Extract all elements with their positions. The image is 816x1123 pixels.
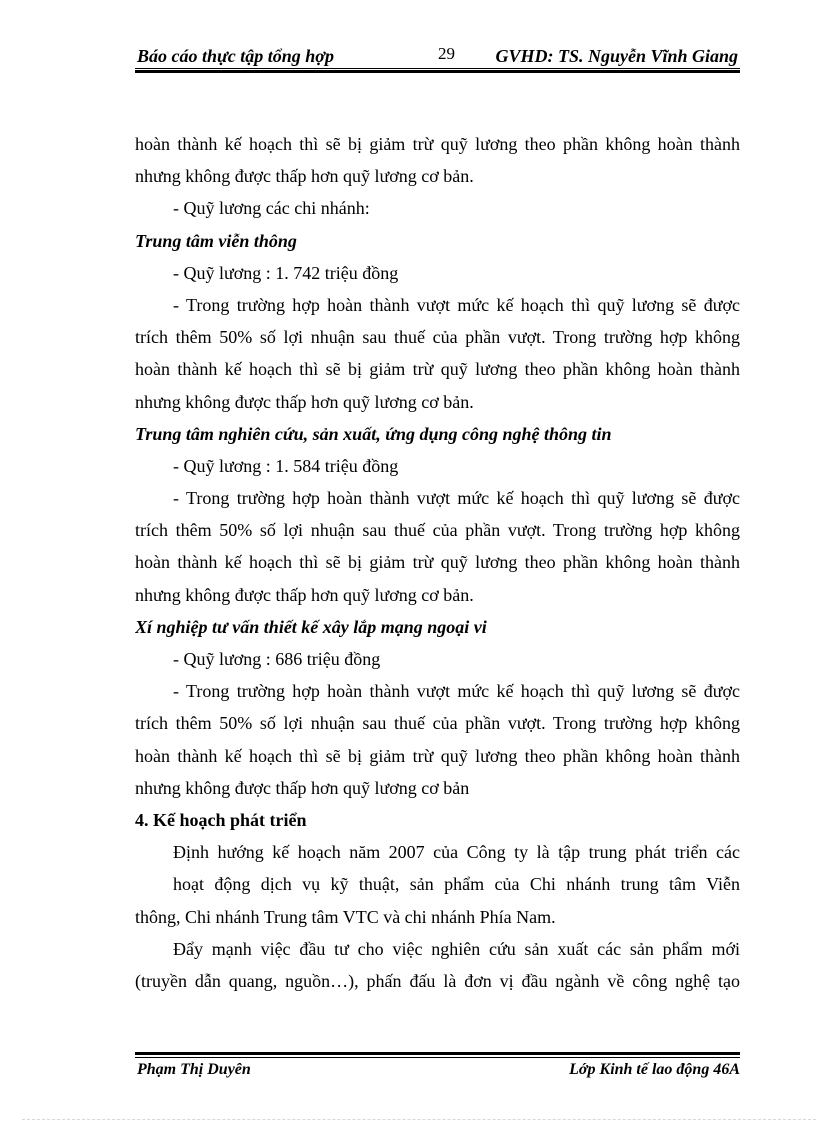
body-line: hoàn thành kế hoạch thì sẽ bị giảm trừ quỹ lương theo phần không hoàn thành [135,359,740,380]
body-line: nhưng không được thấp hơn quỹ lương cơ bản. [135,166,474,187]
body-line: trích thêm 50% số lợi nhuận sau thuế của phần vượt. Trong trường hợp không [135,520,740,541]
header-rule-thick [135,70,740,73]
page-number: 29 [438,44,455,63]
body-line: - Trong trường hợp hoàn thành vượt mức kế hoạch thì quỹ lương sẽ được [173,294,740,315]
body-line: trích thêm 50% số lợi nhuận sau thuế của phần vượt. Trong trường hợp không [135,713,740,734]
body-line: hoàn thành kế hoạch thì sẽ bị giảm trừ quỹ lương theo phần không hoàn thành [135,134,740,154]
page-header [135,44,740,68]
body-line: thông, Chi nhánh Trung tâm VTC và chi nhánh Phía Nam. [135,906,556,927]
body-line: - Trong trường hợp hoàn thành vượt mức kế hoạch thì quỹ lương sẽ được [173,488,740,509]
footer-rule-thick [135,1052,740,1055]
page-body [135,128,740,997]
footer-rule-thin [135,1057,740,1058]
body-line: nhưng không được thấp hơn quỹ lương cơ bản [135,777,470,798]
report-title: Báo cáo thực tập tổng hợp [137,46,334,66]
body-line: Định hướng kế hoạch năm 2007 của Công ty là tập trung phát triển các [173,842,740,863]
supervisor-name: GVHD: TS. Nguyễn Vĩnh Giang [495,46,738,66]
page-footer [135,1061,740,1083]
body-line: nhưng không được thấp hơn quỹ lương cơ bản. [135,391,474,412]
section-heading: 4. Kế hoạch phát triển [135,809,307,830]
author-name: Phạm Thị Duyên [137,1061,251,1078]
subsection-heading: Trung tâm viễn thông [135,230,297,251]
body-line: - Quỹ lương : 1. 742 triệu đồng [173,262,399,283]
body-line: (truyền dẫn quang, nguồn…), phấn đấu là đơn vị đầu ngành về công nghệ tạo [135,970,740,991]
subsection-heading: Xí nghiệp tư vấn thiết kế xây lắp mạng ngoại vi [135,616,487,637]
body-line: trích thêm 50% số lợi nhuận sau thuế của phần vượt. Trong trường hợp không [135,327,740,348]
header-rule-thin [135,68,740,69]
body-line: - Quỹ lương : 1. 584 triệu đồng [173,455,399,476]
body-line: - Quỹ lương các chi nhánh: [173,198,370,219]
body-line: hoàn thành kế hoạch thì sẽ bị giảm trừ quỹ lương theo phần không hoàn thành [135,552,740,573]
body-line: Đẩy mạnh việc đầu tư cho việc nghiên cứu sản xuất các sản phẩm mới [173,938,740,959]
body-line: nhưng không được thấp hơn quỹ lương cơ bản. [135,584,474,605]
page-edge-divider [22,1119,816,1120]
class-name: Lớp Kinh tế lao động 46A [569,1061,740,1078]
body-line: hoạt động dịch vụ kỹ thuật, sản phẩm của Chi nhánh trung tâm Viễn [173,874,740,895]
body-line: hoàn thành kế hoạch thì sẽ bị giảm trừ quỹ lương theo phần không hoàn thành [135,745,740,766]
subsection-heading: Trung tâm nghiên cứu, sản xuất, ứng dụng công nghệ thông tin [135,423,612,444]
body-line: - Quỹ lương : 686 triệu đồng [173,649,381,669]
body-line: - Trong trường hợp hoàn thành vượt mức kế hoạch thì quỹ lương sẽ được [173,681,740,702]
